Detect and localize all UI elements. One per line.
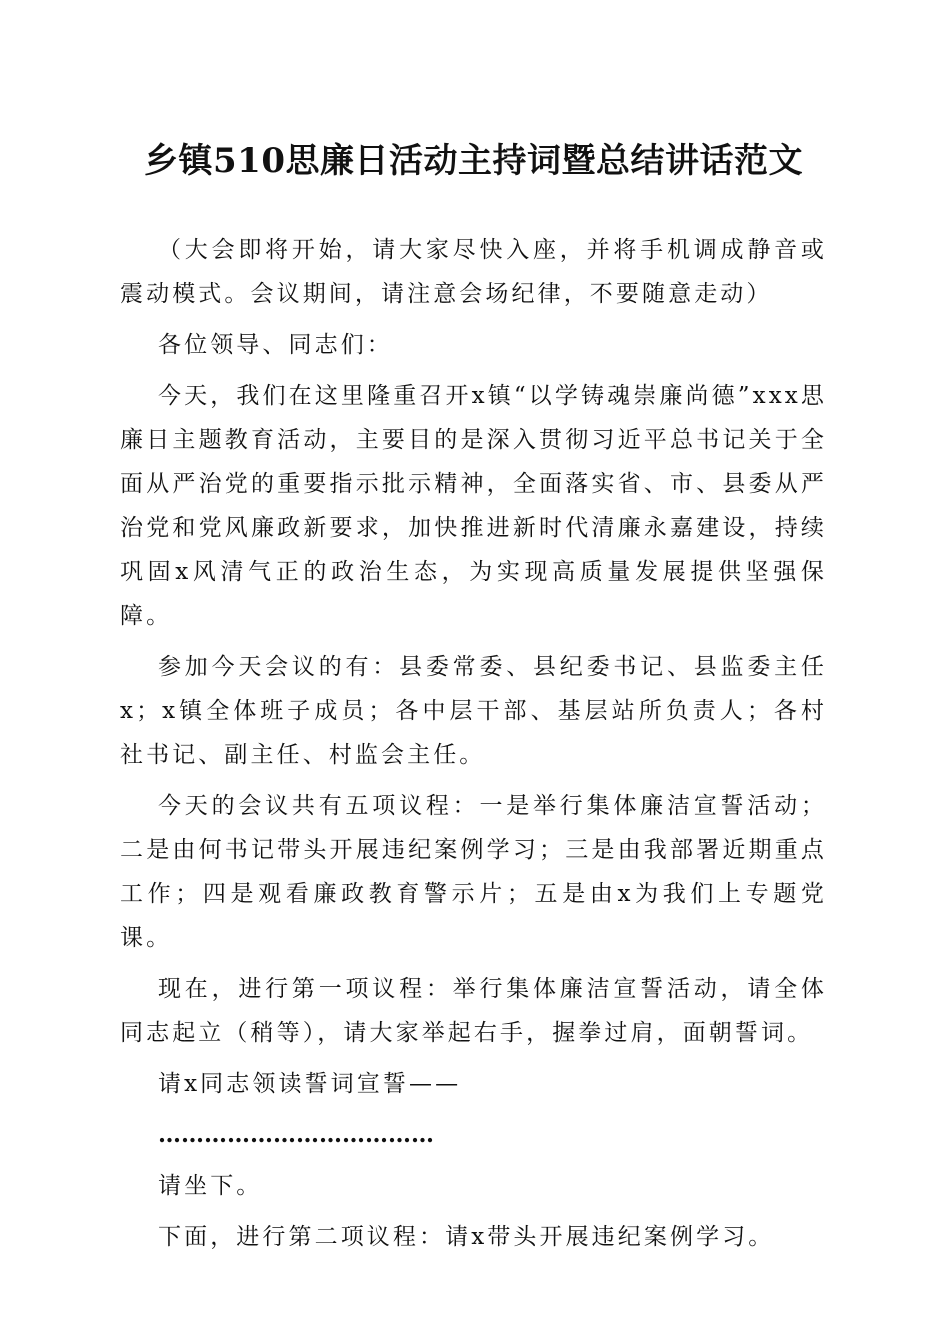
paragraph-agenda: 今天的会议共有五项议程：一是举行集体廉洁宣誓活动；二是由何书记带头开展违纪案例学习；三是由我部署近期重点工作；四是观看廉政教育警示片；五是由x为我们上专题党课。 (120, 793, 827, 951)
paragraph-attendees: 参加今天会议的有：县委常委、县纪委书记、县监委主任x；x镇全体班子成员；各中层干部、基层站所负责人；各村社书记、副主任、村监会主任。 (120, 654, 827, 768)
paragraph-salutation: 各位领导、同志们： (158, 332, 393, 358)
paragraph-second-item: 下面，进行第二项议程：请x带头开展违纪案例学习。 (158, 1224, 775, 1250)
document-body (120, 228, 827, 1259)
paragraph-sit-down: 请坐下。 (158, 1173, 263, 1199)
paragraph-meeting-purpose: 今天，我们在这里隆重召开x镇“以学铸魂崇廉尚德”xxx思廉日主题教育活动，主要目的是深入贯彻习近平总书记关于全面从严治党的重要指示批示精神，全面落实省、市、县委从严治党和党风廉政新要求，加快推进新时代清廉永嘉建设，持续巩固x风清气正的政治生态，为实现高质量发展提供坚强保障。 (120, 383, 827, 629)
paragraph-ellipsis: ……………………………… (158, 1121, 434, 1148)
paragraph-opening-notice: （大会即将开始，请大家尽快入座，并将手机调成静音或震动模式。会议期间，请注意会场纪律，不要随意走动） (120, 237, 827, 307)
paragraph-first-item: 现在，进行第一项议程：举行集体廉洁宣誓活动，请全体同志起立（稍等），请大家举起右手，握拳过肩，面朝誓词。 (120, 976, 827, 1046)
document-title: 乡镇510思廉日活动主持词暨总结讲话范文 (144, 141, 803, 181)
paragraph-oath-lead: 请x同志领读誓词宣誓—— (158, 1071, 462, 1097)
